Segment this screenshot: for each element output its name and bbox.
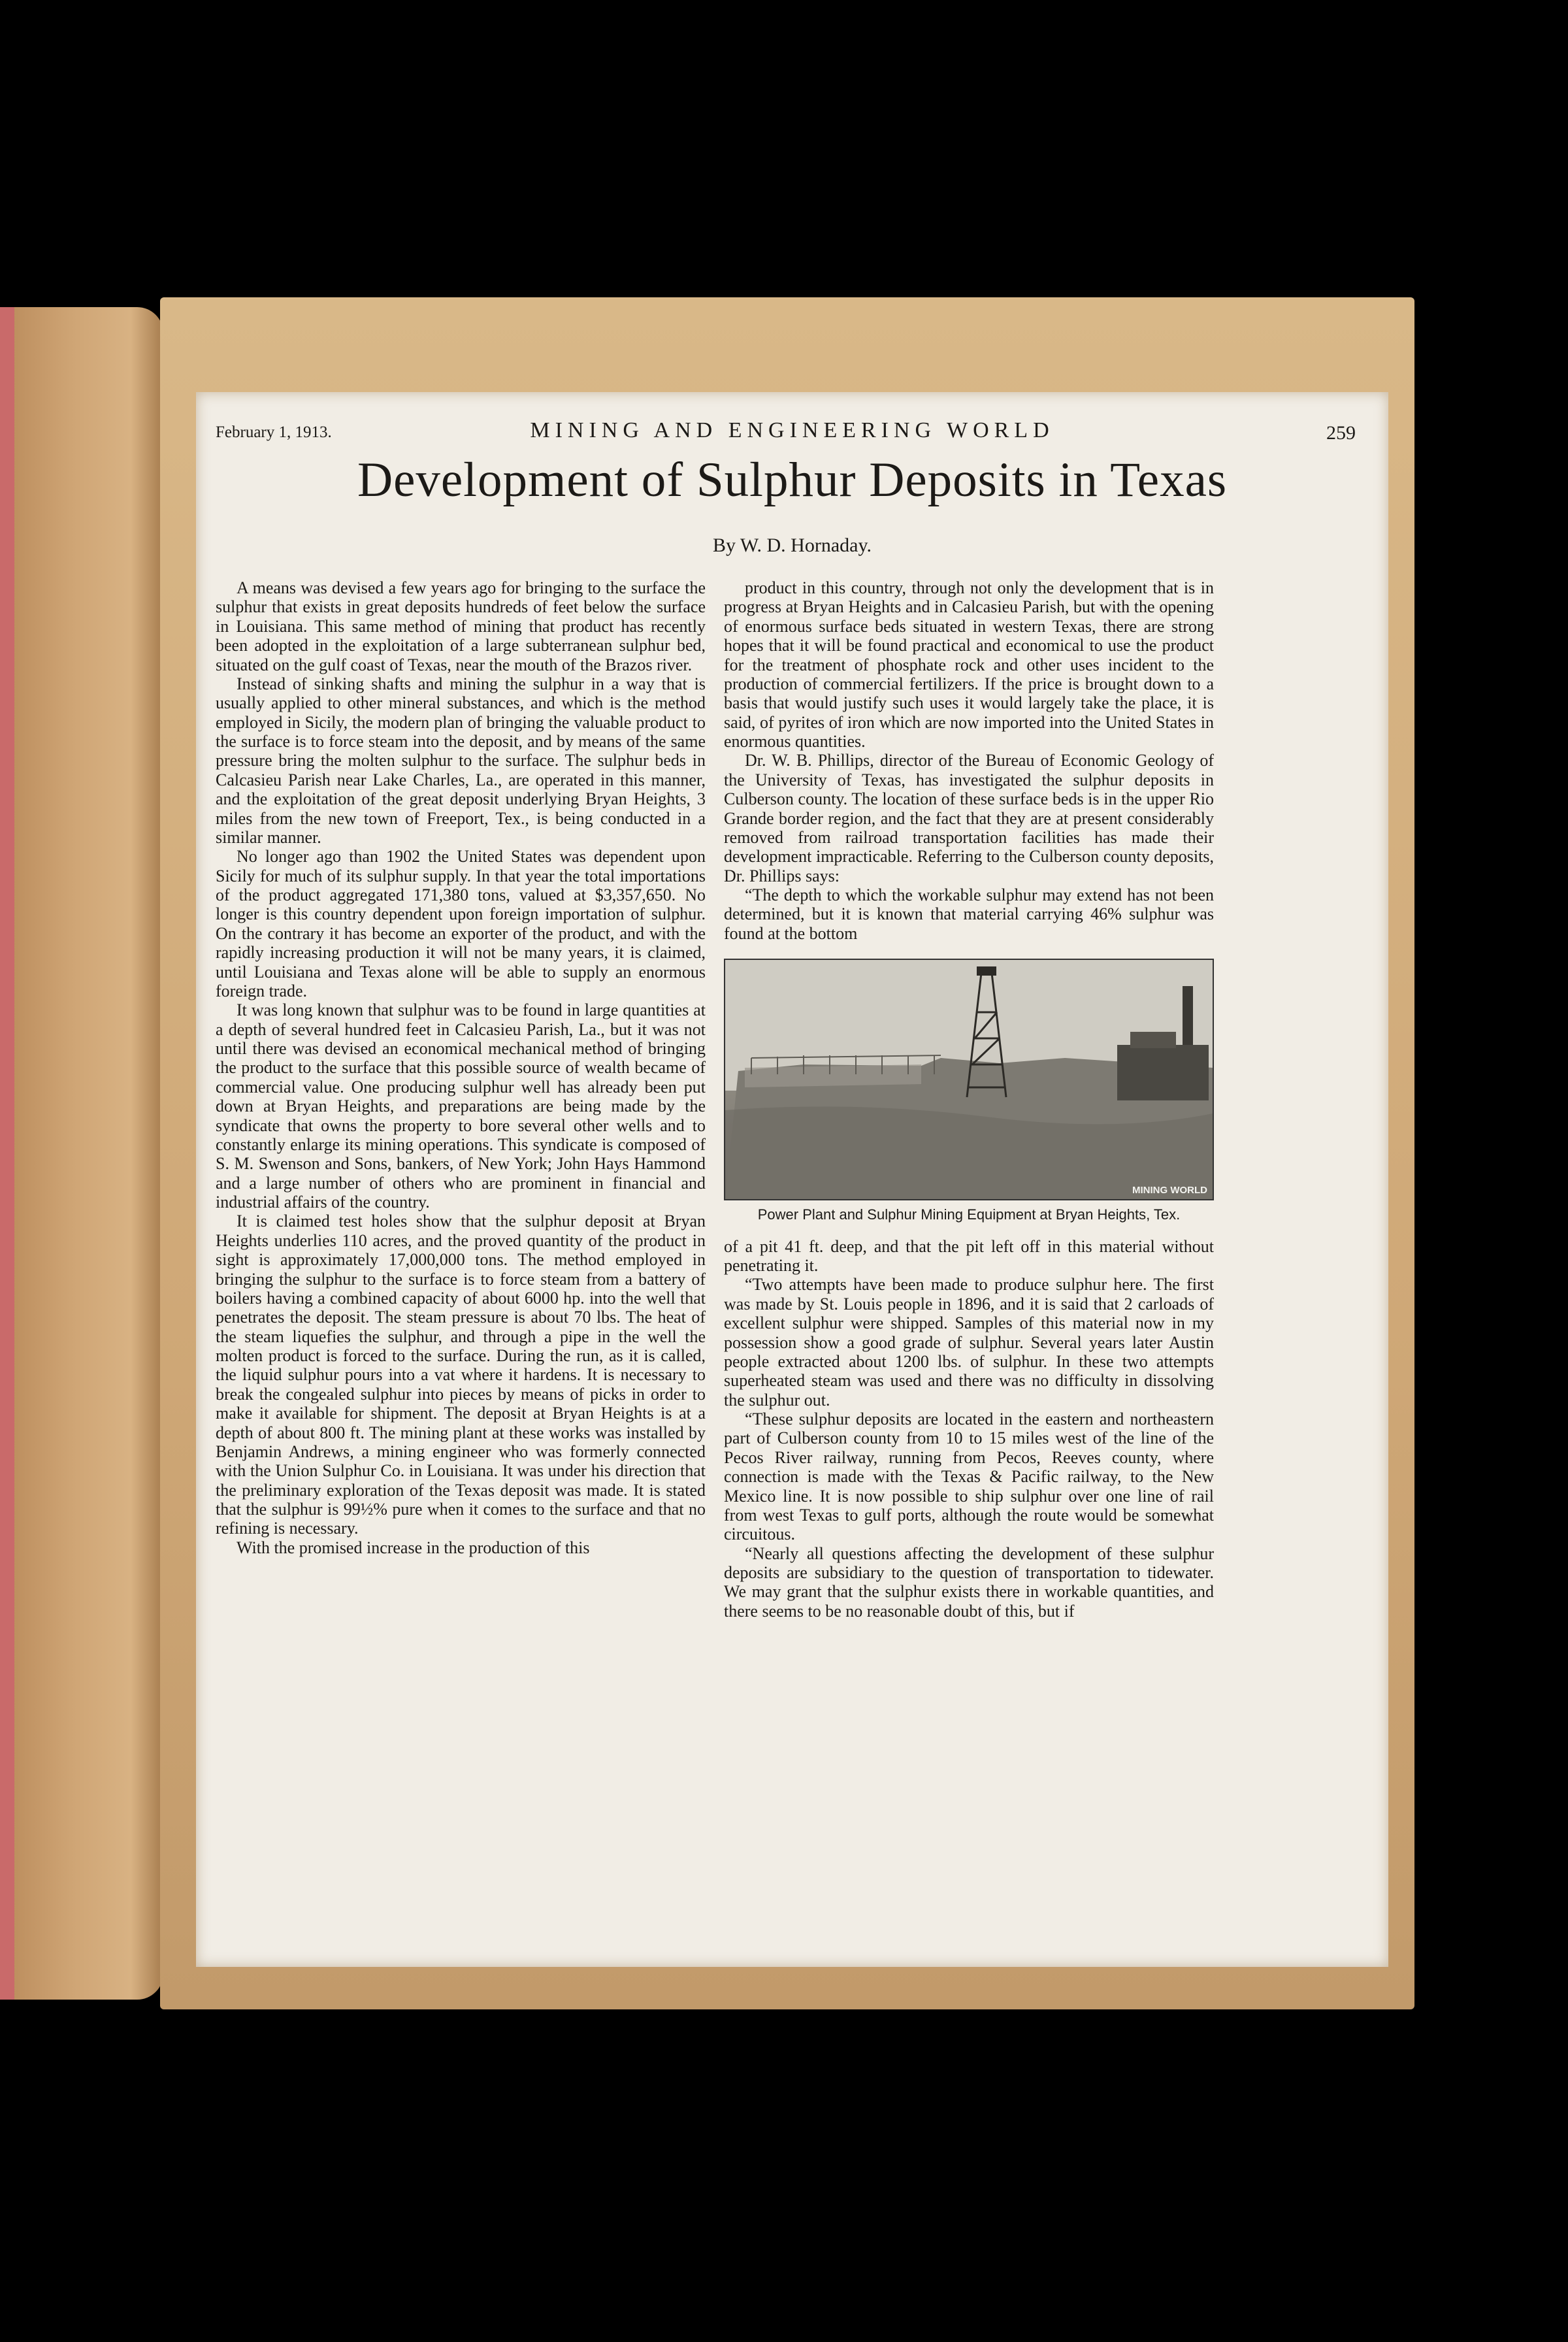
left-column xyxy=(216,578,706,1557)
article-clipping xyxy=(196,392,1388,1967)
figure-watermark: MINING WORLD xyxy=(1132,1185,1207,1196)
power-plant-photo-icon xyxy=(725,960,1213,1199)
paragraph: product in this country, through not only the development that is in progress at Bryan Heights and in Calcasieu Parish, but with the opening of enormous surface beds situated in western Texas, there are strong hopes that it will be found practical and economical to use the product for the treatment of phosphate rock and other uses incident to the production of commercial fertilizers. If the price is brought down to a basis that would justify such uses it would largely take the place, it is said, of pyrites of iron which are now imported into the United States in enormous quantities. xyxy=(724,578,1214,751)
paragraph: Instead of sinking shafts and mining the sulphur in a way that is usually applied to other mineral substances, and which is the method employed in Sicily, the modern plan of bringing the valuable product to the surface is to force steam into the deposit, and by means of the same pressure bring the molten sulphur to the surface. The sulphur beds in Calcasieu Parish near Lake Charles, La., are operated in this manner, and the exploitation of the great deposit underlying Bryan Heights, 3 miles from the new town of Freeport, Tex., is being conducted in a similar manner. xyxy=(216,674,706,847)
paragraph: No longer ago than 1902 the United States was dependent upon Sicily for much of its sulphur supply. In that year the total importations of the product aggregated 171,380 tons, valued at $3,357,650. No longer is this country dependent upon foreign importation of sulphur. On the contrary it has become an exporter of the product, and with the rapidly increasing production it will not be many years, it is claimed, until Louisiana and Texas alone will be able to supply an enormous foreign trade. xyxy=(216,847,706,1000)
header-journal: MINING AND ENGINEERING WORLD xyxy=(530,418,1054,442)
paragraph: “Two attempts have been made to produce sulphur here. The first was made by St. Louis people in 1896, and it is said that 2 carloads of excellent sulphur were shipped. Samples of this material now in my possession show a good grade of sulphur. Several years later Austin people extracted about 1200 lbs. of sulphur. In these two attempts superheated steam was used and there was no difficulty in dissolving the sulphur out. xyxy=(724,1275,1214,1410)
paragraph: Dr. W. B. Phillips, director of the Bureau of Economic Geology of the University of Texas, has investigated the sulphur deposits in Culberson county. The location of these surface beds is in the upper Rio Grande border region, and the fact that they are at present considerably removed from railroad transportation facilities has made their development impracticable. Referring to the Culberson county deposits, Dr. Phillips says: xyxy=(724,751,1214,885)
paragraph: “The depth to which the workable sulphur may extend has not been determined, but it is known that material carrying 46% sulphur was found at the bottom xyxy=(724,885,1214,943)
article-title: Development of Sulphur Deposits in Texas xyxy=(357,453,1228,507)
paragraph: A means was devised a few years ago for bringing to the surface the sulphur that exists in great deposits hundreds of feet below the surface in Louisiana. This same method of mining that product has recently been adopted in the exploitation of a large subterranean sulphur bed, situated on the gulf coast of Texas, near the mouth of the Brazos river. xyxy=(216,578,706,674)
article-byline: By W. D. Hornaday. xyxy=(712,535,872,556)
figure xyxy=(724,959,1214,1224)
paragraph: “These sulphur deposits are located in the eastern and northeastern part of Culberson county from 10 to 15 miles west of the line of the Pecos River railway, running from Pecos, Reeves county, where connection is made with the Texas & Pacific railway, to the New Mexico line. It is now possible to ship sulphur over one line of rail from west Texas to gulf ports, although the route would be somewhat circuitous. xyxy=(724,1410,1214,1544)
right-column xyxy=(724,578,1214,1621)
paragraph: It was long known that sulphur was to be found in large quantities at a depth of several hundred feet in Calcasieu Parish, La., but it was not until there was devised an economical mechanical method of bringing the product to the surface that this possible source of wealth became of commercial value. One producing sulphur well has already been put down at Bryan Heights, and preparations are being made by the syndicate that owns the property to bore several other wells and to constantly enlarge its mining operations. This syndicate is composed of S. M. Swenson and Sons, bankers, of New York; John Hays Hammond and a large number of others who are prominent in financial and industrial affairs of the country. xyxy=(216,1000,706,1212)
figure-caption: Power Plant and Sulphur Mining Equipment at Bryan Heights, Tex. xyxy=(757,1206,1181,1223)
paragraph: of a pit 41 ft. deep, and that the pit left off in this material without penetrating it. xyxy=(724,1236,1214,1275)
header-page-number: 259 xyxy=(1326,422,1356,444)
paragraph: It is claimed test holes show that the sulphur deposit at Bryan Heights underlies 110 acres, and the proved quantity of the product in sight is approximately 17,000,000 tons. The method employed in bringing the sulphur to the surface is to force steam from a battery of boilers having a combined capacity of about 6000 hp. into the well that penetrates the deposit. The steam pressure is about 70 lbs. The heat of the steam liquefies the sulphur, and through a pipe in the well the molten product is forced to the surface. During the run, as it is called, the liquid sulphur pours into a vat where it hardens. It is necessary to break the congealed sulphur into pieces by means of picks in order to make it available for shipment. The deposit at Bryan Heights is at a depth of about 800 ft. The mining plant at these works was installed by Benjamin Andrews, a mining engineer who was formerly connected with the Union Sulphur Co. in Louisiana. It was under his direction that the preliminary exploration of the Texas deposit was made. It is stated that the sulphur is 99½% pure when it comes to the surface and that no refining is necessary. xyxy=(216,1212,706,1538)
figure-photo xyxy=(724,959,1214,1200)
header-date: February 1, 1913. xyxy=(216,423,332,441)
book-cover-edge xyxy=(0,307,14,2000)
paragraph: “Nearly all questions affecting the development of these sulphur deposits are subsidiary to the question of transportation to tidewater. We may grant that the sulphur exists there in workable quantities, and there seems to be no reasonable doubt of this, but if xyxy=(724,1543,1214,1621)
book-page-edge xyxy=(0,307,163,2000)
paragraph: With the promised increase in the production of this xyxy=(237,1538,590,1557)
